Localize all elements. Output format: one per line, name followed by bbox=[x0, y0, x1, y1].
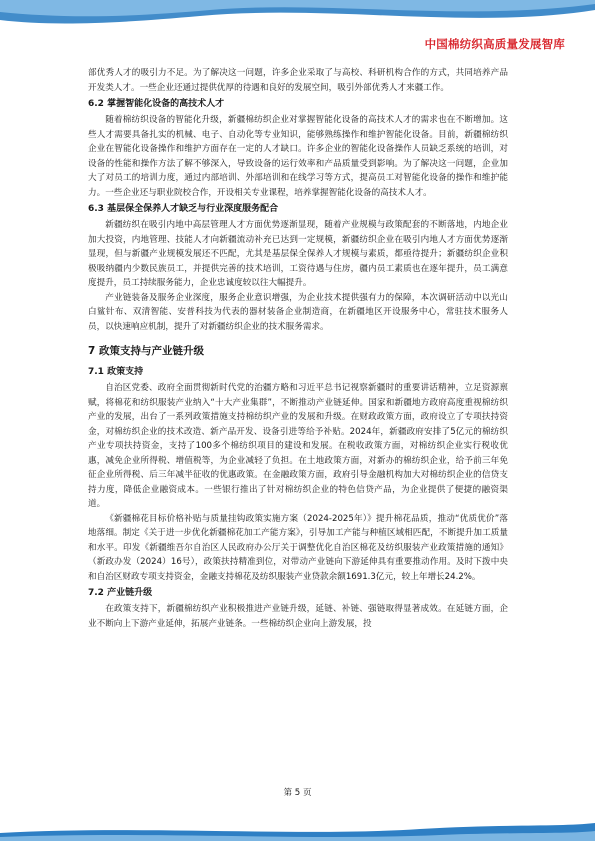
heading-6-2: 6.2 掌握智能化设备的高技术人才 bbox=[88, 99, 225, 109]
heading-7: 7 政策支持与产业链升级 bbox=[88, 345, 204, 357]
paragraph-6-3-b: 产业链装备及服务企业深度，服务企业意识增强，为企业技术提供强有力的保障，本次调研活动中以光山白鲨针布、双清智能、安普科技为代表的器材装备企业制造商，在新疆地区开设服务中心，常驻技术服务人员，以快速响应机制，提升了对新疆纺织企业的技术服务需求。 bbox=[88, 292, 508, 332]
page-header bbox=[0, 0, 595, 74]
heading-7-2: 7.2 产业链升级 bbox=[88, 588, 153, 598]
paragraph-intro: 部优秀人才的吸引力不足。为了解决这一问题，许多企业采取了与高校、科研机构合作的方式，共同培养产品开发类人才。一些企业还通过提供优厚的待遇和良好的发展空间，吸引外部优秀人才来疆工作。 bbox=[88, 68, 508, 93]
heading-6-3: 6.3 基层保全保养人才缺乏与行业深度服务配合 bbox=[88, 204, 279, 214]
heading-7-1: 7.1 政策支持 bbox=[88, 367, 144, 377]
document-body bbox=[88, 66, 508, 631]
footer-wave-decoration bbox=[0, 811, 595, 841]
page-number: 第 5 页 bbox=[283, 788, 312, 798]
brand-title: 中国棉纺织高质量发展智库 bbox=[424, 37, 565, 51]
paragraph-7-1-b: 《新疆棉花目标价格补贴与质量挂钩政策实施方案（2024-2025年）》提升棉花品质，推动“优质优价”落地落细。制定《关于进一步优化新疆棉花加工产能方案》，引导加工产能与种植区域相匹配，不断提升加工质量和水平。印发《新疆维吾尔自治区人民政府办公厅关于调整优化自治区棉花及纺织服装产业政策措施的通知》（新政办发（2024）16号），政策扶持精准到位，对带动产业链向下游延伸具有重要推动作用。及时下拨中央和自治区财政专项支持资金，金融支持棉花及纺织服装产业贷款余额1691.3亿元，较上年增长24.2%。 bbox=[88, 513, 508, 582]
paragraph-7-1-a: 自治区党委、政府全面贯彻新时代党的治疆方略和习近平总书记视察新疆时的重要讲话精神，立足资源禀赋，将棉花和纺织服装产业纳入“十大产业集群”，不断推动产业链延伸。国家和新疆地方政府高度重视棉纺织产业的发展，出台了一系列政策措施支持棉纺织产业的发展和升级。在财政政策方面，政府设立了专项扶持资金，对棉纺织企业的技术改造、新产品开发、设备引进等给予补贴。2024年，新疆政府安排了5亿元的棉纺织产业专项扶持资金，支持了100多个棉纺织项目的建设和发展。在税收政策方面，对棉纺织企业实行税收优惠，减免企业所得税、增值税等，为企业减轻了负担。在土地政策方面，对新办的棉纺织企业，给予前三年免征企业所得税、后三年减半征收的优惠政策。在金融政策方面，政府引导金融机构加大对棉纺织企业的信贷支持力度，降低企业融资成本。一些银行推出了针对棉纺织企业的特色信贷产品，为企业提供了便捷的融资渠道。 bbox=[88, 383, 508, 509]
paragraph-6-2: 随着棉纺织设备的智能化升级，新疆棉纺织企业对掌握智能化设备的高技术人才的需求也在不断增加。这些人才需要具备扎实的机械、电子、自动化等专业知识，能够熟练操作和维护智能化设备。目前，新疆棉纺织企业在智能化设备操作和维护方面存在一定的人才缺口。许多企业的智能化设备操作人员缺乏系统的培训，对设备的性能和操作方法了解不够深入，导致设备的运行效率和产品质量受到影响。为了解决这一问题，企业加大了对员工的培训力度，通过内部培训、外部培训和在线学习等方式，提高员工对智能化设备的操作和维护能力。一些企业还与职业院校合作，开设相关专业课程，培养掌握智能化设备的高技术人才。 bbox=[88, 115, 508, 198]
paragraph-7-2: 在政策支持下，新疆棉纺织产业积极推进产业链升级，延链、补链、强链取得显著成效。在延链方面，企业不断向上下游产业延伸，拓展产业链条。一些棉纺织企业向上游发展，投 bbox=[88, 604, 508, 629]
paragraph-6-3-a: 新疆纺织在吸引内地中高层管理人才方面优势逐渐显现，随着产业规模与政策配套的不断落地，内地企业加大投资，内地管理、技能人才向新疆流动补充已达到一定规模，新疆纺织企业在吸引内地人才方面优势逐渐显现，但与新疆产业规模发展还不匹配，尤其是基层保全保养人才规模与素质，都亟待提升；新疆纺织企业积极吸纳疆内少数民族员工，并提供完善的技术培训，工资待遇与住房，疆内员工素质也在逐年提升，员工满意度提升，员工持续服务能力，企业忠诚度较以往大幅提升。 bbox=[88, 220, 508, 288]
